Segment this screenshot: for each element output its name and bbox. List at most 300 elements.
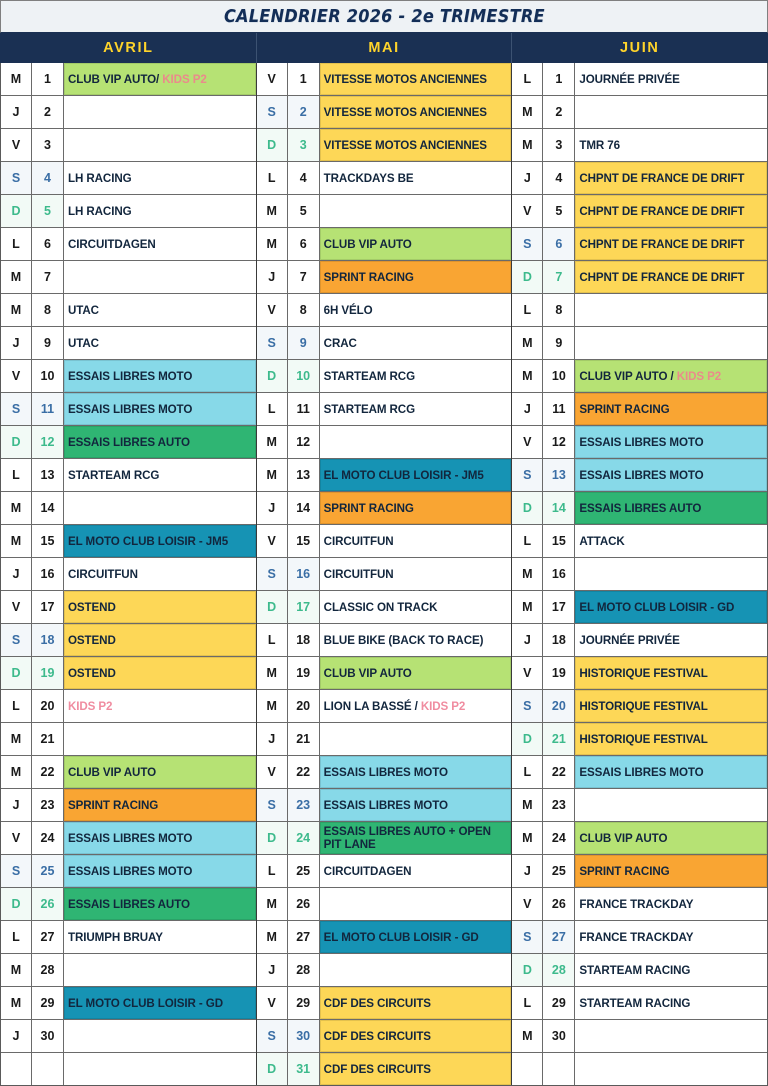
event-cell[interactable] bbox=[64, 492, 256, 524]
day-number: 6 bbox=[543, 228, 575, 260]
calendar-row bbox=[1, 327, 256, 360]
event-label: CIRCUITDAGEN bbox=[68, 237, 156, 251]
event-cell[interactable] bbox=[575, 1020, 767, 1052]
calendar-row bbox=[512, 888, 767, 921]
event-cell[interactable] bbox=[575, 921, 767, 953]
weekday-letter: L bbox=[512, 63, 543, 95]
day-number bbox=[543, 1053, 575, 1085]
event-label: ESSAIS LIBRES AUTO + OPEN PIT LANE bbox=[323, 825, 491, 851]
weekday-letter: M bbox=[1, 63, 32, 95]
weekday-letter: M bbox=[257, 657, 288, 689]
day-number: 22 bbox=[288, 756, 320, 788]
day-number: 8 bbox=[32, 294, 64, 326]
month-header-avril: AVRIL bbox=[1, 33, 257, 63]
event-cell[interactable] bbox=[320, 162, 512, 194]
day-number: 2 bbox=[288, 96, 320, 128]
event-cell[interactable] bbox=[575, 525, 767, 557]
calendar-row bbox=[512, 657, 767, 690]
day-number: 23 bbox=[288, 789, 320, 821]
weekday-letter: J bbox=[1, 558, 32, 590]
calendar-row bbox=[512, 1020, 767, 1053]
kids-program-label: KIDS P2 bbox=[676, 369, 722, 383]
event-cell[interactable] bbox=[64, 921, 256, 953]
day-number: 7 bbox=[288, 261, 320, 293]
weekday-letter: M bbox=[1, 987, 32, 1019]
event-label: 6H VÉLO bbox=[323, 303, 373, 317]
day-number: 22 bbox=[543, 756, 575, 788]
weekday-letter: V bbox=[257, 294, 288, 326]
event-cell[interactable] bbox=[64, 294, 256, 326]
event-cell[interactable] bbox=[64, 525, 256, 557]
event-cell[interactable] bbox=[575, 426, 767, 458]
weekday-letter: S bbox=[512, 921, 543, 953]
weekday-letter: S bbox=[512, 228, 543, 260]
event-cell[interactable] bbox=[64, 96, 256, 128]
weekday-letter: L bbox=[257, 855, 288, 887]
event-cell[interactable] bbox=[320, 591, 512, 623]
weekday-letter: V bbox=[1, 591, 32, 623]
event-cell[interactable] bbox=[575, 723, 767, 755]
calendar-row bbox=[1, 162, 256, 195]
calendar-row bbox=[512, 591, 767, 624]
day-number: 9 bbox=[288, 327, 320, 359]
weekday-letter: M bbox=[257, 426, 288, 458]
event-cell[interactable] bbox=[575, 756, 767, 788]
day-number: 3 bbox=[288, 129, 320, 161]
weekday-letter: V bbox=[257, 756, 288, 788]
event-label: EL MOTO CLUB LOISIR - GD bbox=[579, 600, 735, 614]
day-number: 27 bbox=[543, 921, 575, 953]
calendar-row bbox=[512, 96, 767, 129]
event-cell[interactable] bbox=[575, 195, 767, 227]
event-label: ESSAIS LIBRES MOTO bbox=[579, 435, 704, 449]
weekday-letter: D bbox=[1, 426, 32, 458]
calendar-row bbox=[1, 195, 256, 228]
event-cell[interactable] bbox=[575, 459, 767, 491]
weekday-letter: L bbox=[512, 756, 543, 788]
weekday-letter: V bbox=[512, 657, 543, 689]
calendar-row bbox=[257, 888, 512, 921]
event-cell[interactable] bbox=[575, 624, 767, 656]
event-cell[interactable] bbox=[575, 327, 767, 359]
event-cell[interactable] bbox=[64, 162, 256, 194]
day-number: 29 bbox=[543, 987, 575, 1019]
calendar-row bbox=[512, 1053, 767, 1085]
day-number: 20 bbox=[543, 690, 575, 722]
day-number: 4 bbox=[543, 162, 575, 194]
weekday-letter: M bbox=[1, 492, 32, 524]
event-cell[interactable] bbox=[320, 393, 512, 425]
calendar-row bbox=[1, 96, 256, 129]
day-number: 3 bbox=[543, 129, 575, 161]
event-cell[interactable] bbox=[575, 855, 767, 887]
day-number: 13 bbox=[32, 459, 64, 491]
day-number: 14 bbox=[32, 492, 64, 524]
event-cell[interactable] bbox=[320, 261, 512, 293]
calendar-row bbox=[512, 756, 767, 789]
calendar-row bbox=[512, 624, 767, 657]
month-column-avril bbox=[1, 63, 257, 1085]
event-cell[interactable] bbox=[575, 591, 767, 623]
weekday-letter: D bbox=[1, 195, 32, 227]
weekday-letter: V bbox=[1, 129, 32, 161]
page-title: CALENDRIER 2026 - 2e TRIMESTRE bbox=[223, 6, 545, 27]
day-number: 28 bbox=[288, 954, 320, 986]
event-cell[interactable] bbox=[64, 426, 256, 458]
event-cell[interactable] bbox=[64, 327, 256, 359]
event-cell[interactable] bbox=[575, 129, 767, 161]
event-label: ESSAIS LIBRES MOTO bbox=[323, 798, 448, 812]
event-label: VITESSE MOTOS ANCIENNES bbox=[323, 138, 487, 152]
day-number: 27 bbox=[288, 921, 320, 953]
event-label: STARTEAM RCG bbox=[323, 369, 416, 383]
calendar-grid bbox=[0, 63, 768, 1086]
event-cell[interactable] bbox=[320, 1053, 512, 1085]
calendar-row bbox=[512, 327, 767, 360]
event-cell[interactable] bbox=[320, 426, 512, 458]
day-number: 22 bbox=[32, 756, 64, 788]
event-cell[interactable] bbox=[320, 822, 512, 854]
event-cell[interactable] bbox=[575, 987, 767, 1019]
calendar-row bbox=[257, 129, 512, 162]
calendar-row bbox=[257, 327, 512, 360]
event-label: EL MOTO CLUB LOISIR - GD bbox=[323, 930, 479, 944]
day-number: 19 bbox=[32, 657, 64, 689]
weekday-letter: S bbox=[1, 393, 32, 425]
day-number: 8 bbox=[543, 294, 575, 326]
event-cell[interactable] bbox=[64, 954, 256, 986]
event-cell[interactable] bbox=[64, 855, 256, 887]
calendar-row bbox=[1, 690, 256, 723]
weekday-letter: S bbox=[257, 1020, 288, 1052]
month-header-mai: MAI bbox=[257, 33, 513, 63]
event-cell[interactable] bbox=[320, 987, 512, 1019]
calendar-row bbox=[257, 525, 512, 558]
event-cell[interactable] bbox=[575, 789, 767, 821]
day-number: 16 bbox=[288, 558, 320, 590]
calendar-row bbox=[512, 921, 767, 954]
event-cell[interactable] bbox=[320, 921, 512, 953]
event-cell[interactable] bbox=[320, 690, 512, 722]
day-number: 30 bbox=[288, 1020, 320, 1052]
event-cell[interactable] bbox=[575, 261, 767, 293]
weekday-letter bbox=[512, 1053, 543, 1085]
event-cell[interactable] bbox=[64, 756, 256, 788]
calendar-row bbox=[512, 426, 767, 459]
day-number: 13 bbox=[543, 459, 575, 491]
month-column-mai bbox=[257, 63, 513, 1085]
event-cell[interactable] bbox=[575, 657, 767, 689]
weekday-letter: L bbox=[257, 624, 288, 656]
event-cell[interactable] bbox=[320, 492, 512, 524]
day-number: 28 bbox=[32, 954, 64, 986]
weekday-letter: J bbox=[257, 261, 288, 293]
event-label: CHPNT DE FRANCE DE DRIFT bbox=[579, 204, 745, 218]
event-label: CHPNT DE FRANCE DE DRIFT bbox=[579, 270, 745, 284]
calendar-row bbox=[257, 822, 512, 855]
weekday-letter: V bbox=[512, 888, 543, 920]
weekday-letter: S bbox=[512, 690, 543, 722]
calendar-row bbox=[512, 63, 767, 96]
calendar-row bbox=[512, 789, 767, 822]
weekday-letter: J bbox=[512, 162, 543, 194]
event-label: ESSAIS LIBRES AUTO bbox=[68, 435, 190, 449]
day-number: 7 bbox=[543, 261, 575, 293]
event-cell[interactable] bbox=[575, 162, 767, 194]
event-cell[interactable] bbox=[64, 261, 256, 293]
event-cell[interactable] bbox=[64, 195, 256, 227]
event-cell[interactable] bbox=[64, 360, 256, 392]
event-label: TMR 76 bbox=[579, 138, 620, 152]
weekday-letter: M bbox=[257, 459, 288, 491]
event-cell[interactable] bbox=[64, 393, 256, 425]
event-cell[interactable] bbox=[64, 129, 256, 161]
calendar-row bbox=[257, 624, 512, 657]
event-cell[interactable] bbox=[320, 723, 512, 755]
day-number: 19 bbox=[543, 657, 575, 689]
weekday-letter: M bbox=[1, 261, 32, 293]
day-number: 11 bbox=[543, 393, 575, 425]
event-cell[interactable] bbox=[320, 855, 512, 887]
event-cell[interactable] bbox=[64, 1053, 256, 1085]
day-number: 9 bbox=[32, 327, 64, 359]
event-cell[interactable] bbox=[320, 195, 512, 227]
day-number: 8 bbox=[288, 294, 320, 326]
calendar-row bbox=[257, 921, 512, 954]
calendar-row bbox=[1, 129, 256, 162]
event-cell[interactable] bbox=[575, 888, 767, 920]
day-number: 12 bbox=[32, 426, 64, 458]
day-number: 5 bbox=[32, 195, 64, 227]
day-number: 24 bbox=[32, 822, 64, 854]
weekday-letter: L bbox=[1, 228, 32, 260]
calendar-row bbox=[1, 63, 256, 96]
weekday-letter: L bbox=[257, 393, 288, 425]
day-number: 17 bbox=[32, 591, 64, 623]
event-cell[interactable] bbox=[320, 327, 512, 359]
event-cell[interactable] bbox=[575, 1053, 767, 1085]
day-number: 3 bbox=[32, 129, 64, 161]
day-number: 5 bbox=[543, 195, 575, 227]
weekday-letter: S bbox=[1, 855, 32, 887]
calendar-row bbox=[1, 855, 256, 888]
calendar-row bbox=[1, 228, 256, 261]
event-cell[interactable] bbox=[64, 558, 256, 590]
weekday-letter: D bbox=[512, 723, 543, 755]
weekday-letter: V bbox=[1, 822, 32, 854]
day-number: 1 bbox=[543, 63, 575, 95]
event-cell[interactable] bbox=[64, 459, 256, 491]
event-label: STARTEAM RCG bbox=[68, 468, 160, 482]
event-cell[interactable] bbox=[64, 63, 256, 95]
day-number: 21 bbox=[543, 723, 575, 755]
day-number: 26 bbox=[288, 888, 320, 920]
event-cell[interactable] bbox=[575, 492, 767, 524]
day-number: 14 bbox=[543, 492, 575, 524]
event-label: LION LA BASSÉ / KIDS P2 bbox=[323, 699, 466, 713]
event-cell[interactable] bbox=[64, 987, 256, 1019]
event-cell[interactable] bbox=[575, 63, 767, 95]
weekday-letter: M bbox=[257, 921, 288, 953]
event-label: FRANCE TRACKDAY bbox=[579, 897, 694, 911]
day-number: 15 bbox=[288, 525, 320, 557]
event-label: CLUB VIP AUTO/ KIDS P2 bbox=[68, 72, 207, 86]
day-number: 20 bbox=[32, 690, 64, 722]
event-label: STARTEAM RCG bbox=[323, 402, 416, 416]
event-cell[interactable] bbox=[320, 459, 512, 491]
month-header-row bbox=[0, 33, 768, 63]
event-label: ESSAIS LIBRES MOTO bbox=[68, 864, 193, 878]
event-cell[interactable] bbox=[575, 954, 767, 986]
event-cell[interactable] bbox=[320, 360, 512, 392]
kids-program-label: KIDS P2 bbox=[68, 699, 113, 713]
calendar-row bbox=[512, 822, 767, 855]
event-cell[interactable] bbox=[320, 888, 512, 920]
event-cell[interactable] bbox=[575, 96, 767, 128]
event-cell[interactable] bbox=[320, 1020, 512, 1052]
event-cell[interactable] bbox=[575, 558, 767, 590]
day-number: 30 bbox=[543, 1020, 575, 1052]
day-number: 14 bbox=[288, 492, 320, 524]
weekday-letter: M bbox=[1, 525, 32, 557]
event-cell[interactable] bbox=[64, 690, 256, 722]
event-label: EL MOTO CLUB LOISIR - JM5 bbox=[68, 534, 229, 548]
event-label: CLUB VIP AUTO / KIDS P2 bbox=[579, 369, 722, 383]
day-number: 18 bbox=[288, 624, 320, 656]
calendar-row bbox=[257, 558, 512, 591]
day-number: 17 bbox=[288, 591, 320, 623]
event-cell[interactable] bbox=[575, 690, 767, 722]
event-label: ESSAIS LIBRES MOTO bbox=[579, 765, 704, 779]
event-label: HISTORIQUE FESTIVAL bbox=[579, 666, 708, 680]
calendar-row bbox=[1, 393, 256, 426]
event-cell[interactable] bbox=[320, 756, 512, 788]
weekday-letter: S bbox=[257, 558, 288, 590]
weekday-letter: S bbox=[1, 162, 32, 194]
event-label: HISTORIQUE FESTIVAL bbox=[579, 699, 708, 713]
event-cell[interactable] bbox=[64, 1020, 256, 1052]
day-number: 12 bbox=[288, 426, 320, 458]
calendar-row bbox=[257, 162, 512, 195]
weekday-letter: M bbox=[1, 294, 32, 326]
event-cell[interactable] bbox=[320, 558, 512, 590]
event-cell[interactable] bbox=[64, 228, 256, 260]
calendar-row bbox=[1, 591, 256, 624]
calendar-row bbox=[512, 954, 767, 987]
calendar-row bbox=[512, 393, 767, 426]
calendar-row bbox=[512, 195, 767, 228]
weekday-letter: J bbox=[512, 393, 543, 425]
day-number: 1 bbox=[288, 63, 320, 95]
event-cell[interactable] bbox=[575, 294, 767, 326]
weekday-letter: D bbox=[257, 360, 288, 392]
event-label: JOURNÉE PRIVÉE bbox=[579, 633, 680, 647]
weekday-letter: D bbox=[257, 129, 288, 161]
event-cell[interactable] bbox=[64, 723, 256, 755]
day-number: 4 bbox=[32, 162, 64, 194]
event-cell[interactable] bbox=[320, 624, 512, 656]
event-cell[interactable] bbox=[575, 360, 767, 392]
event-label: HISTORIQUE FESTIVAL bbox=[579, 732, 708, 746]
event-cell[interactable] bbox=[320, 954, 512, 986]
event-cell[interactable] bbox=[64, 657, 256, 689]
calendar-row bbox=[512, 987, 767, 1020]
event-label: JOURNÉE PRIVÉE bbox=[579, 72, 680, 86]
calendar-row bbox=[257, 987, 512, 1020]
event-cell[interactable] bbox=[320, 657, 512, 689]
event-cell[interactable] bbox=[575, 393, 767, 425]
calendar-row bbox=[1, 954, 256, 987]
day-number: 26 bbox=[32, 888, 64, 920]
day-number: 16 bbox=[543, 558, 575, 590]
event-cell[interactable] bbox=[320, 96, 512, 128]
calendar-row bbox=[1, 987, 256, 1020]
weekday-letter: S bbox=[257, 789, 288, 821]
weekday-letter: M bbox=[257, 690, 288, 722]
event-cell[interactable] bbox=[320, 789, 512, 821]
event-label: ESSAIS LIBRES AUTO bbox=[579, 501, 702, 515]
weekday-letter: L bbox=[512, 987, 543, 1019]
event-cell[interactable] bbox=[320, 228, 512, 260]
calendar-row bbox=[257, 195, 512, 228]
weekday-letter bbox=[1, 1053, 32, 1085]
weekday-letter: D bbox=[257, 591, 288, 623]
event-cell[interactable] bbox=[320, 63, 512, 95]
event-cell[interactable] bbox=[64, 591, 256, 623]
weekday-letter: M bbox=[1, 954, 32, 986]
calendar-row bbox=[1, 921, 256, 954]
event-cell[interactable] bbox=[320, 525, 512, 557]
calendar-row bbox=[1, 888, 256, 921]
event-cell[interactable] bbox=[575, 228, 767, 260]
event-cell[interactable] bbox=[320, 129, 512, 161]
day-number: 19 bbox=[288, 657, 320, 689]
event-cell[interactable] bbox=[64, 789, 256, 821]
event-cell[interactable] bbox=[320, 294, 512, 326]
weekday-letter: D bbox=[257, 1053, 288, 1085]
weekday-letter: M bbox=[512, 789, 543, 821]
event-cell[interactable] bbox=[64, 624, 256, 656]
day-number: 11 bbox=[288, 393, 320, 425]
calendar-row bbox=[257, 393, 512, 426]
calendar-row bbox=[257, 294, 512, 327]
event-label: CLUB VIP AUTO bbox=[323, 666, 412, 680]
kids-program-label: KIDS P2 bbox=[420, 699, 466, 713]
event-label: CDF DES CIRCUITS bbox=[323, 1029, 431, 1043]
event-cell[interactable] bbox=[64, 888, 256, 920]
event-label: OSTEND bbox=[68, 633, 116, 647]
weekday-letter: L bbox=[1, 690, 32, 722]
weekday-letter: M bbox=[257, 195, 288, 227]
calendar-row bbox=[257, 459, 512, 492]
weekday-letter: J bbox=[512, 855, 543, 887]
weekday-letter: D bbox=[1, 657, 32, 689]
calendar-row bbox=[257, 1053, 512, 1085]
day-number: 29 bbox=[288, 987, 320, 1019]
event-cell[interactable] bbox=[575, 822, 767, 854]
calendar-row bbox=[257, 690, 512, 723]
calendar-row bbox=[1, 459, 256, 492]
day-number: 15 bbox=[32, 525, 64, 557]
weekday-letter: J bbox=[257, 723, 288, 755]
calendar-row bbox=[257, 591, 512, 624]
calendar-row bbox=[512, 360, 767, 393]
event-cell[interactable] bbox=[64, 822, 256, 854]
day-number: 10 bbox=[288, 360, 320, 392]
event-label: OSTEND bbox=[68, 600, 116, 614]
event-label: ESSAIS LIBRES MOTO bbox=[68, 831, 193, 845]
event-label: ESSAIS LIBRES AUTO bbox=[68, 897, 190, 911]
